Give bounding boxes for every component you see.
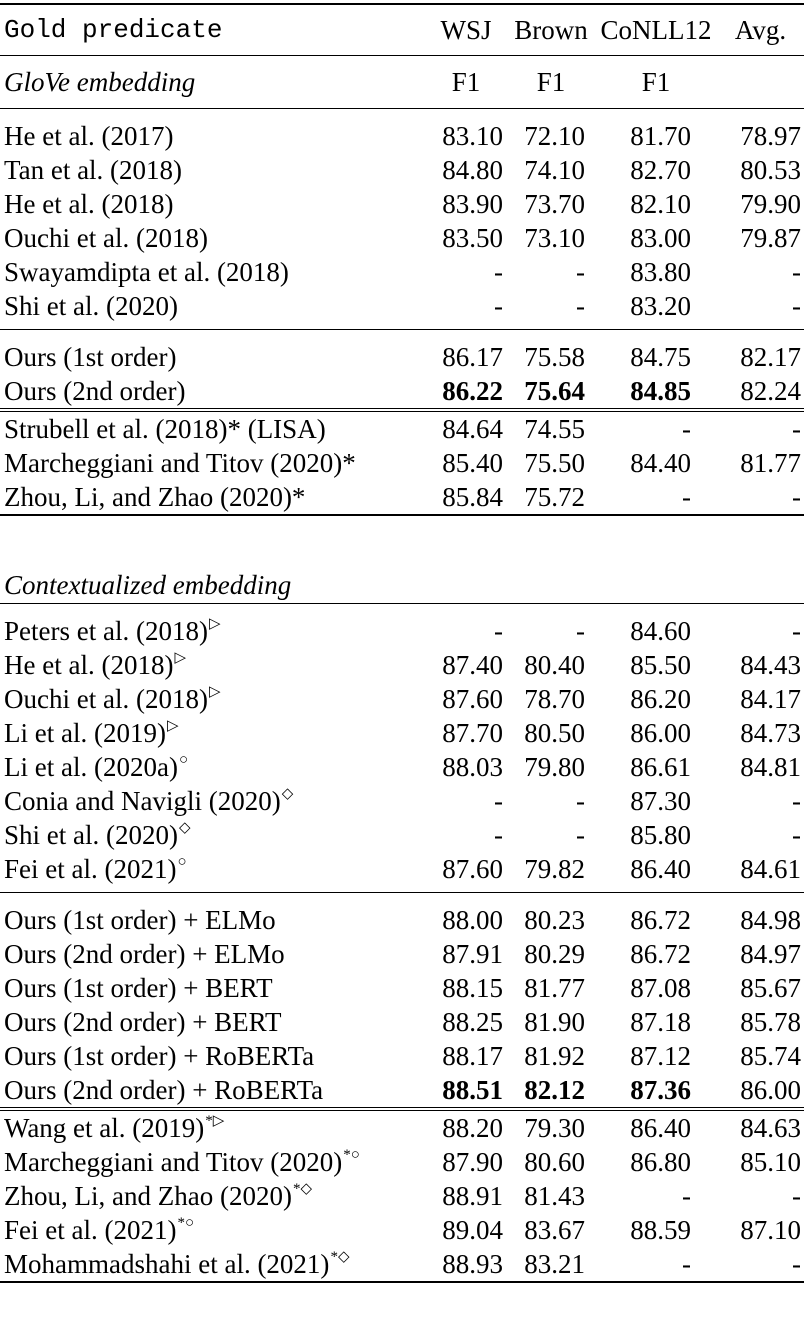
method-label: Fei et al. (2021) <box>4 854 177 884</box>
cell-wsj: - <box>425 604 507 649</box>
cell-brown: - <box>576 820 585 850</box>
cell-avg: 79.90 <box>740 189 801 219</box>
method-name <box>0 971 425 1005</box>
cell-conll12: 86.40 <box>630 854 691 884</box>
cell-avg: 85.78 <box>740 1007 801 1037</box>
citation-marker: ◇ <box>178 820 191 836</box>
table-row <box>0 410 804 446</box>
metric-label-conll12: F1 <box>595 56 717 109</box>
method-label: Ours (2nd order) + RoBERTa <box>4 1075 324 1105</box>
method-name <box>0 1005 425 1039</box>
method-label: Marcheggiani and Titov (2020) <box>4 1147 343 1177</box>
cell-avg: - <box>717 410 804 446</box>
method-name <box>0 852 425 893</box>
method-name <box>0 374 425 410</box>
col-header-avg: Avg. <box>717 4 804 56</box>
cell-wsj: - <box>494 291 503 321</box>
cell-wsj: 89.04 <box>442 1215 503 1245</box>
cell-brown: - <box>576 291 585 321</box>
method-name <box>0 818 425 852</box>
method-label: Tan et al. (2018) <box>4 155 183 185</box>
table-row <box>0 1145 804 1179</box>
cell-brown: 79.80 <box>524 752 585 782</box>
cell-brown: 80.23 <box>507 893 595 938</box>
method-label: Ouchi et al. (2018) <box>4 223 208 253</box>
cell-wsj: 88.25 <box>442 1007 503 1037</box>
table-row <box>0 784 804 818</box>
cell-conll12: 84.40 <box>630 448 691 478</box>
cell-wsj: 88.03 <box>442 752 503 782</box>
cell-wsj: 83.10 <box>425 109 507 154</box>
method-name <box>0 330 425 375</box>
table-row <box>0 187 804 221</box>
cell-brown: 82.12 <box>524 1075 585 1105</box>
cell-avg: 82.17 <box>717 330 804 375</box>
cell-conll12: 86.72 <box>595 893 717 938</box>
section-gap <box>0 515 804 568</box>
method-label: Strubell et al. (2018)* (LISA) <box>4 414 326 444</box>
col-header-wsj: WSJ <box>425 4 507 56</box>
srl-results-table <box>0 3 804 1283</box>
cell-wsj: 88.17 <box>442 1041 503 1071</box>
table-row <box>0 1005 804 1039</box>
cell-conll12: 86.80 <box>630 1147 691 1177</box>
citation-marker: ▷ <box>174 650 186 666</box>
table-row <box>0 1073 804 1109</box>
method-label: Ours (1st order) + ELMo <box>4 905 276 935</box>
table-row <box>0 289 804 330</box>
method-label: Marcheggiani and Titov (2020)* <box>4 448 356 478</box>
method-name <box>0 1073 425 1109</box>
table-row <box>0 648 804 682</box>
cell-avg: 85.10 <box>740 1147 801 1177</box>
cell-brown: 80.40 <box>524 650 585 680</box>
cell-brown: 75.58 <box>507 330 595 375</box>
cell-wsj: 87.90 <box>442 1147 503 1177</box>
cell-conll12: 84.60 <box>595 604 717 649</box>
method-label: Ours (2nd order) + ELMo <box>4 939 285 969</box>
cell-conll12: 85.50 <box>630 650 691 680</box>
cell-avg: 84.17 <box>740 684 801 714</box>
table-row <box>0 971 804 1005</box>
cell-conll12: 87.36 <box>630 1075 691 1105</box>
cell-brown: 81.43 <box>524 1181 585 1211</box>
cell-brown: 81.92 <box>524 1041 585 1071</box>
citation-marker: ▷ <box>166 718 179 734</box>
method-name <box>0 682 425 716</box>
metric-label-wsj: F1 <box>425 56 507 109</box>
table-row <box>0 716 804 750</box>
cell-conll12: - <box>595 410 717 446</box>
method-label: Zhou, Li, and Zhao (2020) <box>4 1181 292 1211</box>
method-name <box>0 893 425 938</box>
cell-conll12: 86.72 <box>630 939 691 969</box>
method-name <box>0 784 425 818</box>
cell-brown: 81.90 <box>524 1007 585 1037</box>
table-row <box>0 1109 804 1145</box>
method-label: He et al. (2017) <box>4 121 174 151</box>
cell-brown: 83.67 <box>524 1215 585 1245</box>
section-title-contextual: Contextualized embedding <box>4 570 292 600</box>
table-row <box>0 221 804 255</box>
cell-avg: - <box>717 604 804 649</box>
cell-brown: - <box>576 257 585 287</box>
method-name <box>0 1213 425 1247</box>
method-name <box>0 1179 425 1213</box>
cell-conll12: - <box>595 1247 717 1282</box>
cell-brown: 72.10 <box>507 109 595 154</box>
method-label: Li et al. (2020a) <box>4 752 178 782</box>
table-row <box>0 1039 804 1073</box>
method-label: Swayamdipta et al. (2018) <box>4 257 289 287</box>
col-header-conll12: CoNLL12 <box>595 4 717 56</box>
cell-conll12: 87.08 <box>630 973 691 1003</box>
cell-avg: 84.97 <box>740 939 801 969</box>
method-name <box>0 289 425 330</box>
cell-avg: 84.73 <box>740 718 801 748</box>
cell-wsj: 87.60 <box>442 684 503 714</box>
citation-marker: ▷ <box>208 684 221 700</box>
citation-marker: *◇ <box>330 1249 350 1265</box>
cell-conll12: 86.61 <box>630 752 691 782</box>
setting-label: Gold predicate <box>0 4 425 56</box>
cell-avg: 81.77 <box>740 448 801 478</box>
cell-wsj: 84.80 <box>442 155 503 185</box>
cell-wsj: 85.84 <box>425 480 507 515</box>
cell-wsj: - <box>494 257 503 287</box>
method-label: Li et al. (2019) <box>4 718 166 748</box>
method-name <box>0 255 425 289</box>
cell-avg: 85.74 <box>740 1041 801 1071</box>
cell-brown: 83.21 <box>507 1247 595 1282</box>
table-row <box>0 255 804 289</box>
method-label: Peters et al. (2018) <box>4 616 208 646</box>
cell-wsj: 88.93 <box>425 1247 507 1282</box>
cell-avg: 79.87 <box>740 223 801 253</box>
citation-marker: ○ <box>178 752 188 768</box>
cell-conll12: 81.70 <box>595 109 717 154</box>
cell-wsj: 88.20 <box>425 1109 507 1145</box>
citation-marker: ◇ <box>281 786 294 802</box>
method-label: Ours (1st order) + BERT <box>4 973 273 1003</box>
cell-brown: 79.82 <box>524 854 585 884</box>
spacer <box>0 515 804 568</box>
table-row <box>0 750 804 784</box>
method-name <box>0 446 425 480</box>
cell-conll12: 86.40 <box>595 1109 717 1145</box>
method-name <box>0 937 425 971</box>
cell-avg: - <box>792 291 801 321</box>
method-name <box>0 1109 425 1145</box>
method-name <box>0 716 425 750</box>
table-row <box>0 109 804 154</box>
cell-brown: - <box>507 604 595 649</box>
method-name <box>0 109 425 154</box>
cell-avg: 82.24 <box>740 376 801 406</box>
cell-conll12: 83.80 <box>630 257 691 287</box>
cell-conll12: 87.12 <box>630 1041 691 1071</box>
header-row <box>0 4 804 56</box>
method-name <box>0 648 425 682</box>
table-row <box>0 937 804 971</box>
section-header-contextual <box>0 568 804 604</box>
cell-brown: 75.50 <box>524 448 585 478</box>
cell-wsj: - <box>494 820 503 850</box>
cell-wsj: 84.64 <box>425 410 507 446</box>
table-row <box>0 480 804 515</box>
method-name <box>0 1145 425 1179</box>
table-row <box>0 1213 804 1247</box>
cell-avg: 87.10 <box>740 1215 801 1245</box>
citation-marker: *○ <box>343 1147 360 1163</box>
table-row <box>0 604 804 649</box>
table-row <box>0 1179 804 1213</box>
table-row <box>0 153 804 187</box>
cell-conll12: 83.00 <box>630 223 691 253</box>
method-label: He et al. (2018) <box>4 650 174 680</box>
method-label: Conia and Navigli (2020) <box>4 786 281 816</box>
cell-conll12: 85.80 <box>630 820 691 850</box>
table-row <box>0 682 804 716</box>
method-name <box>0 187 425 221</box>
method-name <box>0 1247 425 1282</box>
cell-avg: 78.97 <box>717 109 804 154</box>
method-label: Shi et al. (2020) <box>4 820 178 850</box>
citation-marker: *▷ <box>205 1113 225 1129</box>
method-label: Fei et al. (2021) <box>4 1215 177 1245</box>
method-label: Ours (1st order) <box>4 342 177 372</box>
cell-avg: - <box>792 820 801 850</box>
cell-wsj: 87.70 <box>442 718 503 748</box>
cell-brown: 79.30 <box>507 1109 595 1145</box>
cell-conll12: 84.85 <box>630 376 691 406</box>
cell-avg: 84.43 <box>740 650 801 680</box>
method-label: Zhou, Li, and Zhao (2020)* <box>4 482 306 512</box>
citation-marker: ▷ <box>208 616 221 632</box>
cell-conll12: 87.30 <box>630 786 691 816</box>
cell-conll12: - <box>682 1181 691 1211</box>
cell-wsj: 87.91 <box>442 939 503 969</box>
method-label: Ours (2nd order) <box>4 376 186 406</box>
cell-conll12: 87.18 <box>630 1007 691 1037</box>
method-name <box>0 410 425 446</box>
cell-wsj: 85.40 <box>442 448 503 478</box>
cell-wsj: 87.40 <box>442 650 503 680</box>
cell-brown: 75.64 <box>524 376 585 406</box>
cell-brown: 80.50 <box>524 718 585 748</box>
table-row <box>0 893 804 938</box>
table-row <box>0 818 804 852</box>
method-label: Shi et al. (2020) <box>4 291 178 321</box>
cell-brown: 73.10 <box>524 223 585 253</box>
cell-wsj: 86.17 <box>425 330 507 375</box>
citation-marker: *○ <box>177 1215 195 1231</box>
method-name <box>0 153 425 187</box>
cell-avg: 84.63 <box>717 1109 804 1145</box>
cell-wsj: 86.22 <box>442 376 503 406</box>
cell-wsj: 88.91 <box>442 1181 503 1211</box>
cell-brown: 73.70 <box>524 189 585 219</box>
cell-avg: - <box>792 786 801 816</box>
method-name <box>0 604 425 649</box>
metric-label-avg <box>717 56 804 109</box>
cell-wsj: - <box>494 786 503 816</box>
cell-brown: 81.77 <box>524 973 585 1003</box>
citation-marker: *◇ <box>292 1181 312 1197</box>
metric-label-brown: F1 <box>507 56 595 109</box>
cell-brown: 80.29 <box>524 939 585 969</box>
cell-brown: 80.60 <box>524 1147 585 1177</box>
method-name <box>0 480 425 515</box>
cell-brown: 74.55 <box>507 410 595 446</box>
cell-avg: 80.53 <box>740 155 801 185</box>
method-name <box>0 221 425 255</box>
section-header-glove <box>0 56 804 109</box>
cell-wsj: 88.15 <box>442 973 503 1003</box>
method-name <box>0 750 425 784</box>
cell-conll12: 82.10 <box>630 189 691 219</box>
cell-avg: 85.67 <box>740 973 801 1003</box>
cell-avg: 84.81 <box>740 752 801 782</box>
method-label: Wang et al. (2019) <box>4 1113 205 1143</box>
cell-avg: 86.00 <box>740 1075 801 1105</box>
cell-wsj: 83.50 <box>442 223 503 253</box>
table-row <box>0 330 804 375</box>
cell-wsj: 88.51 <box>442 1075 503 1105</box>
table-row <box>0 852 804 893</box>
citation-marker: ○ <box>177 854 187 870</box>
method-label: He et al. (2018) <box>4 189 174 219</box>
table-row <box>0 1247 804 1282</box>
cell-avg: - <box>717 480 804 515</box>
cell-brown: 78.70 <box>524 684 585 714</box>
cell-brown: - <box>576 786 585 816</box>
cell-wsj: 88.00 <box>425 893 507 938</box>
table-row <box>0 446 804 480</box>
cell-conll12: 88.59 <box>630 1215 691 1245</box>
cell-brown: 75.72 <box>507 480 595 515</box>
table-body <box>0 4 804 1282</box>
col-header-brown: Brown <box>507 4 595 56</box>
cell-avg: 84.61 <box>740 854 801 884</box>
table-row <box>0 374 804 410</box>
method-label: Ouchi et al. (2018) <box>4 684 208 714</box>
cell-conll12: 83.20 <box>630 291 691 321</box>
cell-conll12: 82.70 <box>630 155 691 185</box>
method-name <box>0 1039 425 1073</box>
cell-avg: - <box>792 1181 801 1211</box>
cell-avg: - <box>717 1247 804 1282</box>
method-label: Ours (2nd order) + BERT <box>4 1007 282 1037</box>
cell-avg: - <box>792 257 801 287</box>
cell-brown: 74.10 <box>524 155 585 185</box>
section-title-glove: GloVe embedding <box>0 56 425 109</box>
cell-conll12: - <box>595 480 717 515</box>
cell-conll12: 86.00 <box>630 718 691 748</box>
cell-wsj: 83.90 <box>442 189 503 219</box>
cell-wsj: 87.60 <box>442 854 503 884</box>
method-label: Mohammadshahi et al. (2021) <box>4 1249 330 1279</box>
cell-avg: 84.98 <box>717 893 804 938</box>
cell-conll12: 86.20 <box>630 684 691 714</box>
cell-conll12: 84.75 <box>595 330 717 375</box>
method-label: Ours (1st order) + RoBERTa <box>4 1041 315 1071</box>
